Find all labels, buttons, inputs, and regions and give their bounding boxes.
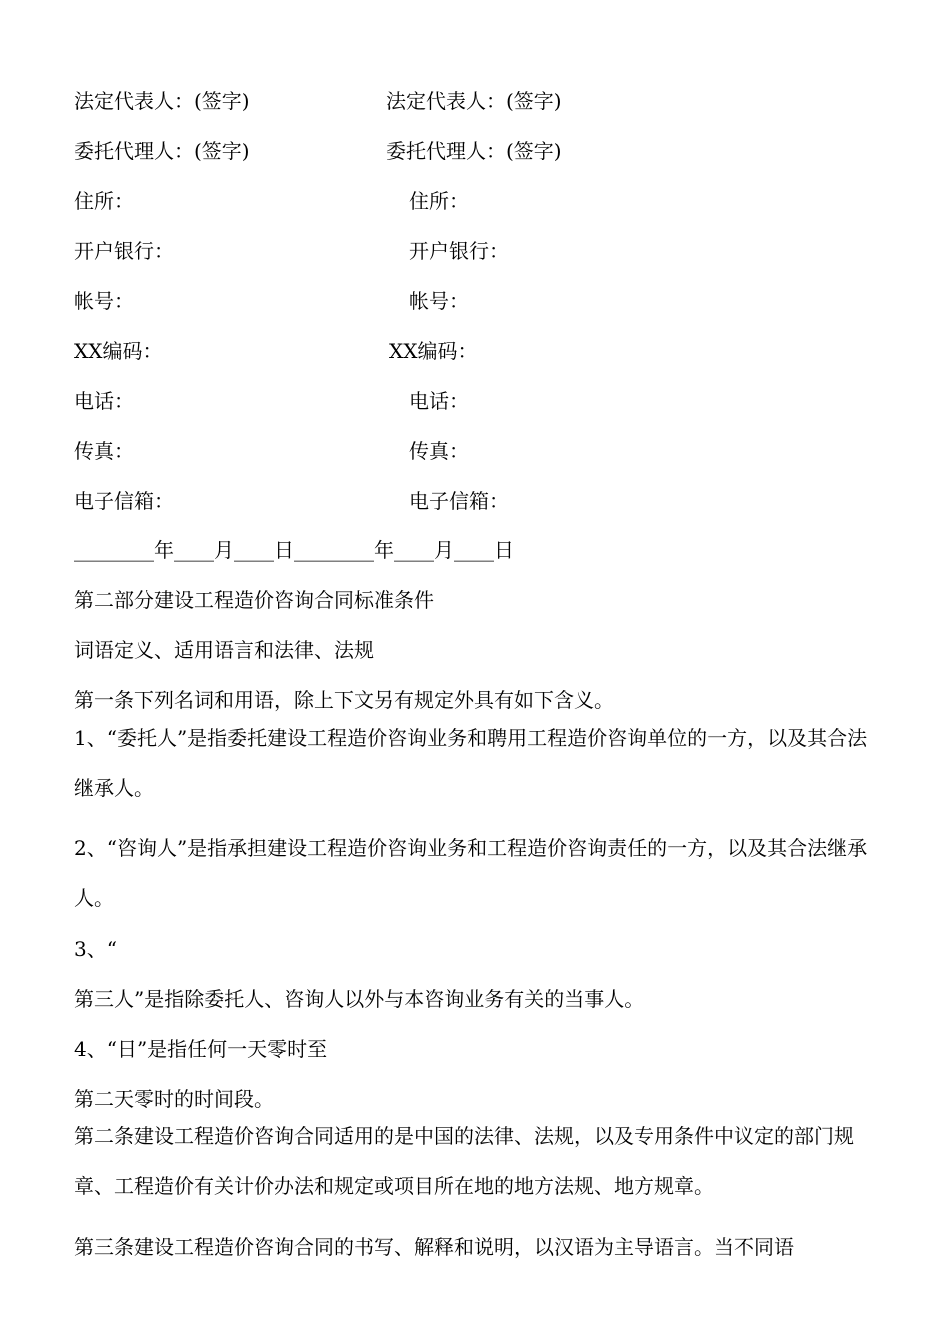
article-1: 第一条下列名词和用语，除上下文另有规定外具有如下含义。 bbox=[74, 688, 614, 712]
phone-left: 电话： bbox=[74, 389, 134, 413]
bank-right: 开户银行： bbox=[409, 239, 509, 263]
part-title: 第二部分建设工程造价咨询合同标准条件 bbox=[74, 588, 434, 612]
article-3: 第三条建设工程造价咨询合同的书写、解释和说明，以汉语为主导语言。当不同语 bbox=[74, 1235, 794, 1259]
postcode-right: XX编码： bbox=[389, 339, 478, 363]
definition-item-4-rest: 第二天零时的时间段。 bbox=[74, 1087, 274, 1111]
phone-right: 电话： bbox=[409, 389, 469, 413]
fax-left: 传真： bbox=[74, 439, 134, 463]
legal-rep-left: 法定代表人：(签字) bbox=[74, 89, 250, 113]
postcode-left: XX编码： bbox=[74, 339, 163, 363]
section-title: 词语定义、适用语言和法律、法规 bbox=[74, 638, 374, 662]
agent-left: 委托代理人：(签字) bbox=[74, 139, 250, 163]
address-left: 住所： bbox=[74, 189, 134, 213]
email-left: 电子信箱： bbox=[74, 489, 174, 513]
definition-item-3-start: 3、“ bbox=[74, 937, 117, 961]
address-right: 住所： bbox=[409, 189, 469, 213]
fax-right: 传真： bbox=[409, 439, 469, 463]
definition-item-3-rest: 第三人”是指除委托人、咨询人以外与本咨询业务有关的当事人。 bbox=[74, 987, 645, 1011]
date-line: ________年____月____日________年____月____日 bbox=[74, 538, 514, 562]
email-right: 电子信箱： bbox=[409, 489, 509, 513]
account-right: 帐号： bbox=[409, 289, 469, 313]
agent-right: 委托代理人：(签字) bbox=[386, 139, 562, 163]
legal-rep-right: 法定代表人：(签字) bbox=[386, 89, 562, 113]
article-2: 第二条建设工程造价咨询合同适用的是中国的法律、法规，以及专用条件中议定的部门规章、工程造价有关计价办法和规定或项目所在地的地方法规、地方规章。 bbox=[74, 1124, 854, 1198]
account-left: 帐号： bbox=[74, 289, 134, 313]
bank-left: 开户银行： bbox=[74, 239, 174, 263]
definition-item-4-start: 4、“日”是指任何一天零时至 bbox=[74, 1037, 328, 1061]
definition-item-1: 1、“委托人”是指委托建设工程造价咨询业务和聘用工程造价咨询单位的一方，以及其合法继承人。 bbox=[74, 726, 868, 800]
definition-item-2: 2、“咨询人”是指承担建设工程造价咨询业务和工程造价咨询责任的一方，以及其合法继承人。 bbox=[74, 836, 868, 910]
